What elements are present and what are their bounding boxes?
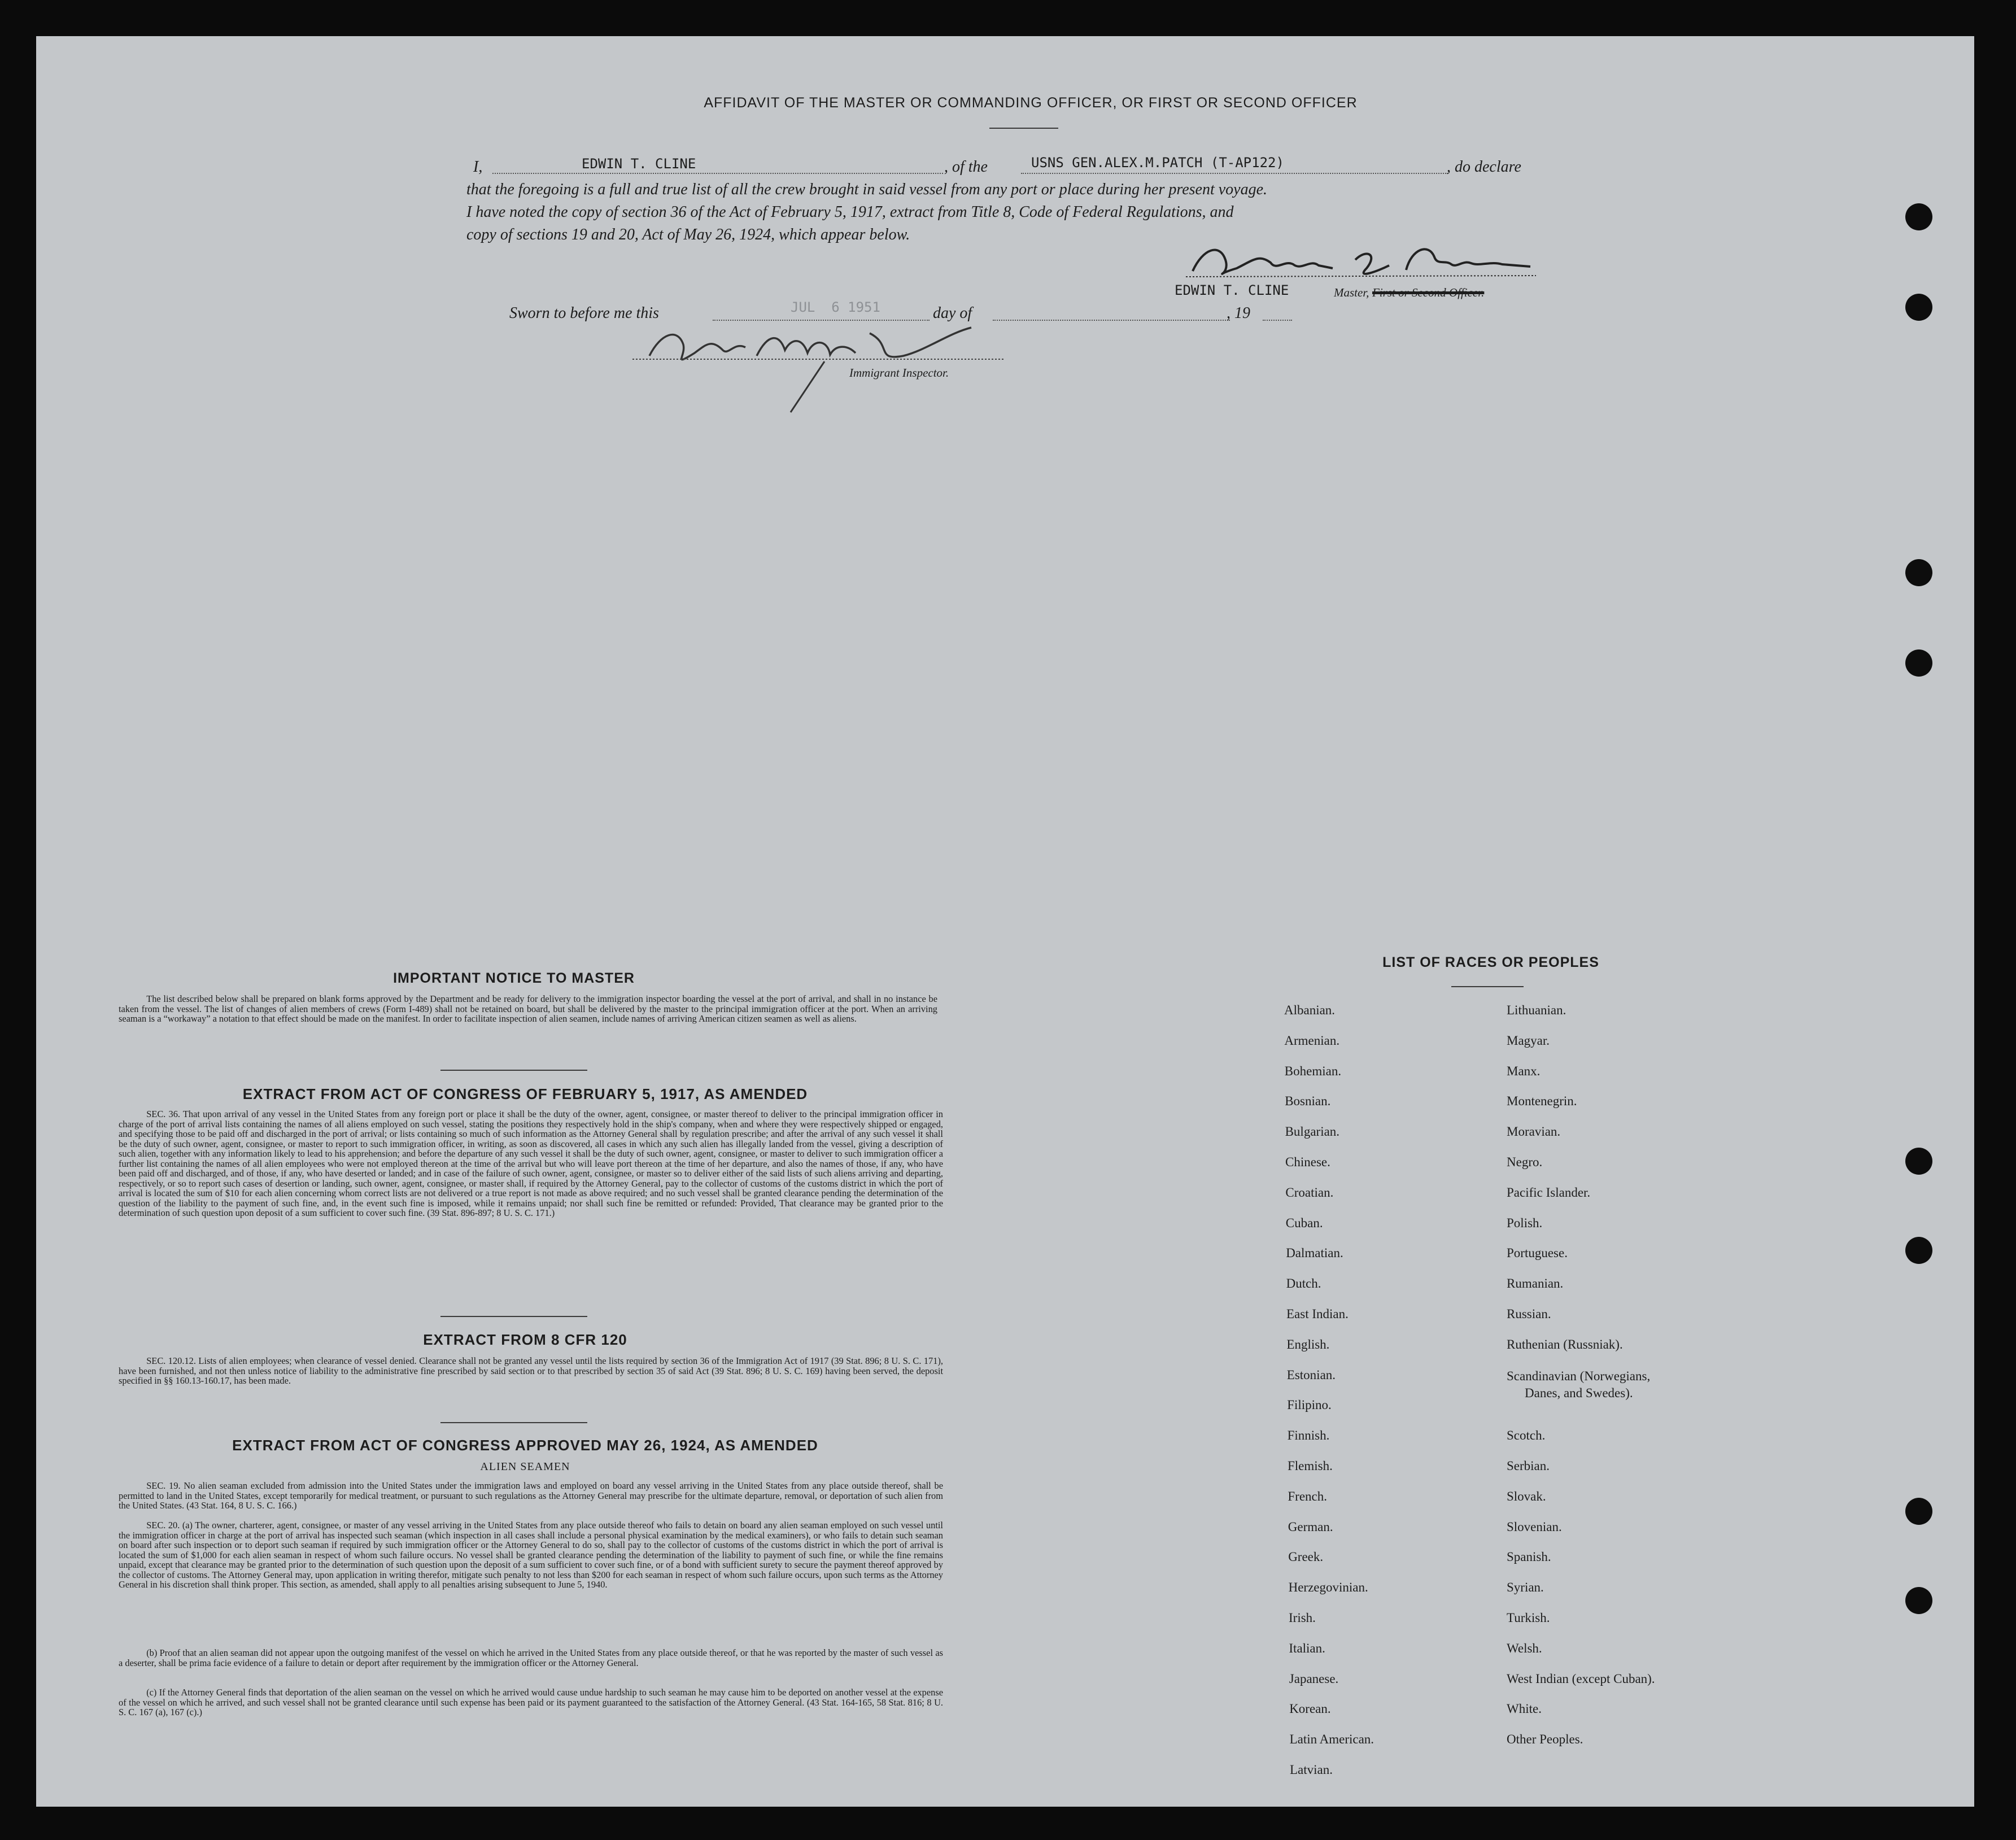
race-item: Japanese. [1289,1671,1339,1686]
race-item: Latin American. [1289,1732,1374,1747]
of-the-label: , of the [944,158,988,176]
month-line [993,320,1230,321]
race-item: English. [1286,1337,1330,1351]
name-line [492,173,943,174]
vessel-name: USNS GEN.ALEX.M.PATCH (T-AP122) [1031,155,1284,171]
race-item: Finnish. [1287,1428,1330,1443]
divider [440,1070,587,1071]
punch-hole [1905,1148,1932,1175]
sworn-label: Sworn to before me this [509,304,659,322]
race-item: Armenian. [1284,1033,1340,1048]
race-item: Dutch. [1286,1276,1321,1291]
extract-1917-title: EXTRACT FROM ACT OF CONGRESS OF FEBRUARY 5, 1917, AS AMENDED [242,1085,808,1102]
affidavit-line-4: copy of sections 19 and 20, Act of May 26, 1924, which appear below. [466,226,910,243]
punch-hole [1905,649,1932,677]
race-item: Estonian. [1286,1367,1336,1382]
punch-hole [1905,1498,1932,1525]
races-title: LIST OF RACES OR PEOPLES [1382,954,1599,970]
race-item: Danes, and Swedes). [1525,1385,1633,1400]
punch-hole [1905,294,1932,321]
divider [1451,986,1524,987]
race-item: Magyar. [1507,1033,1550,1048]
race-item: Filipino. [1287,1398,1332,1412]
race-item: Turkish. [1507,1611,1550,1625]
notice-body: The list described below shall be prepared on blank forms approved by the Department and be ready for delivery to the immigration inspector boarding the vessel at the port of arrival, and shall in no instance be taken from the vessel. The list of changes of alien members of crews (Form I-489) shall not be retained on board, but shall be delivered by the master to the principal immigration officer at the port. When an arriving seaman is a “workaway” a notation to that effect should be made on the manifest. In order to facilitate inspection of alien seamen, include names of arriving American citizen seamen as well as aliens. [119,993,937,1024]
race-item: Rumanian. [1507,1276,1564,1291]
race-item: Scotch. [1507,1428,1546,1443]
race-item: Negro. [1507,1155,1543,1169]
sec-20c-body: (c) If the Attorney General finds that deportation of the alien seaman on the vessel on which he arrived would cause undue hardship to such seaman he may cause him to be deported on another vessel at the expense of the vessel on which he arrived, and such vessel shall not be granted clearance until such expense has been paid or its payment guaranteed to the satisfaction of the Attorney General. (43 Stat. 164-165, 58 Stat. 816; 8 U. S. C. 167 (a), 167 (c).) [119,1687,943,1717]
master-label: Master, [1334,286,1369,299]
race-item: Portuguese. [1507,1246,1568,1261]
race-item: Moravian. [1507,1124,1561,1139]
race-item: White. [1507,1702,1542,1716]
sec-20a-body: SEC. 20. (a) The owner, charterer, agent, consignee, or master of any vessel arriving in the United States from any place outside thereof who fails to detain on board any alien seaman employed on such vessel until the immigration officer in charge at the port of arrival has inspected such seaman (which inspection in all cases shall include a personal physical examination by the medical examiners), or who fails to detain such seaman on board after such inspection or to deport such seaman if required by such immigration officer or the Attorney General to do so, shall pay to the collector of customs of the customs district in which the port of arrival is located the sum of $1,000 for each alien seaman in respect of whom such failure occurs. No vessel shall be granted clearance pending the determination of the liability to payment of such fine, or while the fine remains unpaid, except that clearance may be granted prior to the determination of such question upon the deposit of a sum sufficient to cover such fine, or of a bond with sufficient surety to secure the payment thereof approved by the collector of customs. The Attorney General may, upon application in writing therefor, mitigate such penalty to not less than $200 for each seaman in respect of whom such failure occurs, upon such terms as the Attorney General in his discretion shall think proper. This section, as amended, shall apply to all penalties arising subsequent to June 5, 1940. [119,1520,943,1590]
master-printed-name: EDWIN T. CLINE [1175,282,1289,298]
race-item: Pacific Islander. [1507,1185,1591,1200]
vessel-line [1021,173,1448,174]
punch-hole [1905,203,1932,230]
sec-19-body: SEC. 19. No alien seaman excluded from admission into the United States under the immigration laws and employed on board any vessel arriving in the United States from any place outside thereof, shall be permitted to land in the United States, except temporarily for medical treatment, or pursuant to such regulations as the Attorney General may prescribe for the ultimate departure, removal, or deportation of such alien from the United States. (43 Stat. 164, 8 U. S. C. 166.) [119,1480,943,1511]
race-item: Polish. [1507,1215,1543,1230]
date-stamp: JUL 6 1951 [791,299,880,315]
race-item: Montenegrin. [1507,1094,1577,1109]
race-item: Flemish. [1288,1459,1333,1473]
race-item: French. [1288,1489,1328,1503]
race-item: Dalmatian. [1286,1246,1343,1261]
affidavit-title: AFFIDAVIT OF THE MASTER OR COMMANDING OFFICER, OR FIRST OR SECOND OFFICER [704,95,1358,111]
punch-hole [1905,1587,1932,1614]
race-item: Herzegovinian. [1288,1580,1368,1595]
divider [989,128,1058,129]
race-item: West Indian (except Cuban). [1507,1671,1655,1686]
do-declare-label: , do declare [1447,158,1521,176]
race-item: Chinese. [1285,1155,1330,1169]
race-item: Slovak. [1507,1489,1546,1503]
punch-hole [1905,1237,1932,1264]
extract-1924-subtitle: ALIEN SEAMEN [480,1460,570,1473]
race-item: Serbian. [1507,1459,1550,1473]
extract-1917-body: SEC. 36. That upon arrival of any vessel in the United States from any foreign port or place it shall be the duty of the owner, agent, consignee, or master thereof to deliver to the principal immigration officer in charge of the port of arrival lists containing the names of all aliens employed on such vessel, stating the positions they respectively hold in the ship's company, when and where they were respectively shipped or engaged, and specifying those to be paid off and discharged in the port of arrival; or lists containing so much of such information as the Attorney General shall by regulation prescribe; and after the arrival of any such vessel it shall be the duty of such owner, agent, consignee, or master to report to such immigration officer, in writing, as soon as discovered, all cases in which any such alien has illegally landed from the vessel, giving a description of such alien, together with any information likely to lead to his apprehension; and before the departure of any such vessel it shall be the duty of such owner, agent, consignee, or master to deliver to such immigration officer a further list containing the names of all alien employees who were not employed thereon at the time of the arrival but who will leave port thereon at the time of her departure, and also the names of those, if any, who have been paid off and discharged, and of those, if any, who have deserted or landed; and in case of the failure of such owner, agent, consignee, or master so to deliver either of the said lists of such aliens arriving and departing, respectively, or so to report such cases of desertion or landing, such owner, agent, consignee, or master shall, if required by the Attorney General, pay to the collector of customs of the customs district in which the port of arrival is located the sum of $10 for each alien concerning whom correct lists are not delivered or a true report is not made as above required; and no such vessel shall be granted clearance pending the determination of the question of the liability to the payment of such fine, and, in the event such fine is imposed, while it remains unpaid; nor shall such fine be remitted or refunded: Provided, That clearance may be granted prior to the determination of such question upon deposit of a sum sufficient to cover such fine. (39 Stat. 896-897; 8 U. S. C. 171.) [119,1109,943,1218]
race-item: Croatian. [1285,1185,1334,1200]
declarant-label: I, [473,158,483,176]
year-line [1263,320,1292,321]
race-item: Russian. [1507,1307,1551,1321]
divider [440,1316,587,1317]
race-item: Bosnian. [1285,1094,1331,1109]
race-item: Manx. [1507,1063,1541,1078]
race-item: Welsh. [1507,1641,1542,1655]
extract-cfr-title: EXTRACT FROM 8 CFR 120 [423,1331,627,1348]
race-item: Ruthenian (Russniak). [1507,1337,1623,1351]
officer-label-struck: First or Second Officer. [1372,286,1485,299]
sworn-date-line [713,320,930,321]
race-item: Scandinavian (Norwegians, [1507,1368,1651,1383]
declarant-name: EDWIN T. CLINE [582,156,696,172]
race-item: Korean. [1289,1702,1331,1716]
divider [440,1422,587,1423]
race-item: Irish. [1289,1611,1316,1625]
race-item: German. [1288,1519,1333,1534]
race-item: Lithuanian. [1507,1003,1566,1017]
sec-20b-body: (b) Proof that an alien seaman did not appear upon the outgoing manifest of the vessel on which he arrived in the United States from any place outside thereof, or that he was reported by the master of such vessel as a deserter, shall be prima facie evidence of a failure to detain or deport after requirement by the immigration officer or the Attorney General. [119,1647,943,1668]
affidavit-line-2: that the foregoing is a full and true list of all the crew brought in said vessel from any port or place during her present voyage. [466,181,1268,198]
race-item: East Indian. [1286,1307,1349,1321]
race-item: Syrian. [1507,1580,1544,1595]
extract-cfr-body: SEC. 120.12. Lists of alien employees; when clearance of vessel denied. Clearance shall not be granted any vessel until the lists required by section 36 of the Immigration Act of 1917 (39 Stat. 896; 8 U. S. C. 171), have been furnished, and not then unless notice of liability to the administrative fine prescribed by said section or to that prescribed by section 35 of said Act (39 Stat. 896; 8 U. S. C. 169) having been served, the deposit specified in §§ 160.13-160.17, has been made. [119,1355,943,1386]
inspector-label: Immigrant Inspector. [849,366,949,380]
master-signature [1186,237,1536,288]
affidavit-line-3: I have noted the copy of section 36 of the Act of February 5, 1917, extract from Title 8, Code of Federal Regulations, and [466,203,1234,221]
race-item: Greek. [1288,1550,1324,1564]
punch-hole [1905,559,1932,586]
extract-1924-title: EXTRACT FROM ACT OF CONGRESS APPROVED MAY 26, 1924, AS AMENDED [232,1437,818,1454]
year-label: , 19 [1227,304,1250,322]
race-item: Cuban. [1285,1215,1323,1230]
race-item: Slovenian. [1507,1519,1562,1534]
race-item: Italian. [1289,1641,1325,1655]
race-item: Bohemian. [1284,1063,1342,1078]
inspector-signature [632,322,1016,418]
day-of-label: day of [933,304,972,322]
race-item: Bulgarian. [1285,1124,1340,1139]
notice-title: IMPORTANT NOTICE TO MASTER [393,970,635,986]
race-item: Latvian. [1290,1763,1333,1777]
race-item: Other Peoples. [1507,1732,1583,1747]
race-item: Albanian. [1284,1003,1336,1017]
race-item: Spanish. [1507,1550,1551,1564]
